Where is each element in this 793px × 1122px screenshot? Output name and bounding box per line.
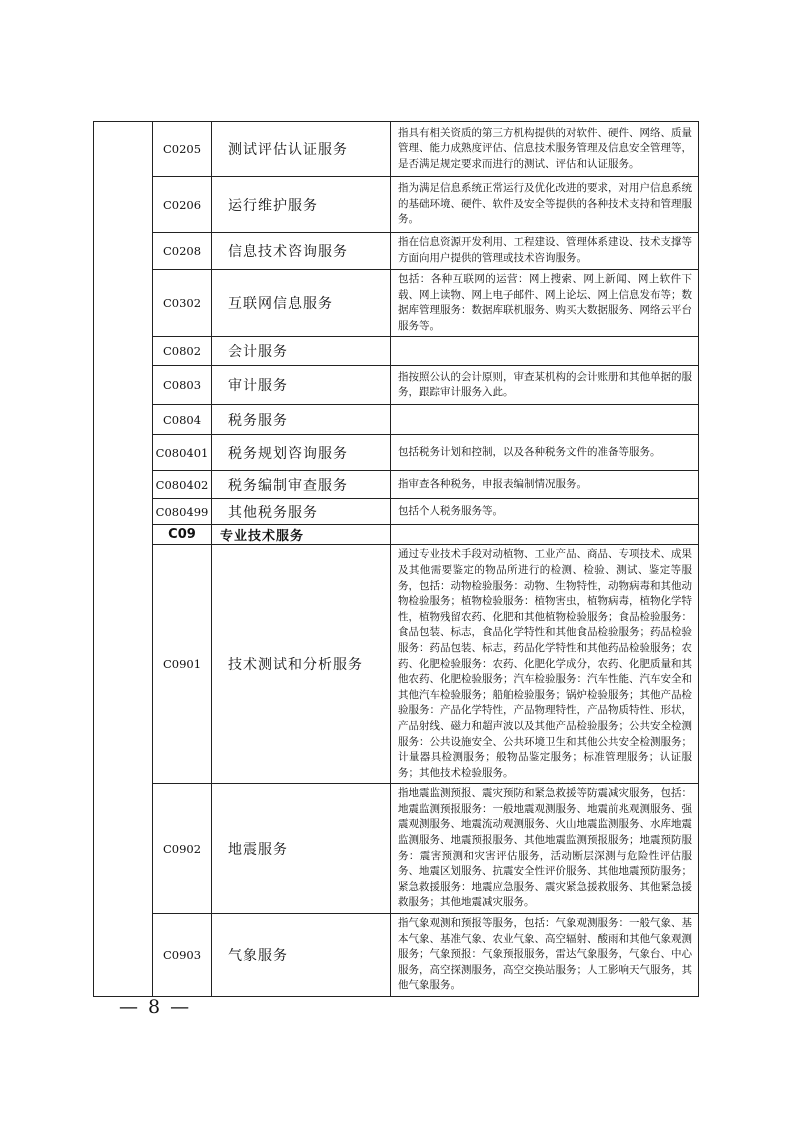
item-description: 包括：各种互联网的运营：网上搜索、网上新闻、网上软件下载、网上读物、网上电子邮件、网上论坛、网上信息发布等；数据库管理服务：数据库联机服务、购买大数据服务、网络云平台服务等。 <box>391 270 699 337</box>
item-name: 税务规划咨询服务 <box>212 435 391 471</box>
item-name: 技术测试和分析服务 <box>212 545 391 784</box>
table-row <box>94 337 699 366</box>
service-catalog-table <box>93 121 699 997</box>
item-name: 气象服务 <box>212 914 391 997</box>
table-row <box>94 784 699 914</box>
table-row-category <box>94 525 699 545</box>
item-name: 审计服务 <box>212 366 391 405</box>
table-row <box>94 914 699 997</box>
table-row <box>94 471 699 499</box>
item-description: 指具有相关资质的第三方机构提供的对软件、硬件、网络、质量管理、能力成熟度评估、信息技术服务管理及信息安全管理等，是否满足规定要求而进行的测试、评估和认证服务。 <box>391 122 699 177</box>
item-description <box>391 525 699 545</box>
item-code: C0208 <box>153 233 212 270</box>
item-description: 包括个人税务服务等。 <box>391 499 699 525</box>
item-description: 指气象观测和预报等服务，包括：气象观测服务：一般气象、基本气象、基准气象、农业气象、高空辐射、酸雨和其他气象观测服务；气象预报：气象预报服务，雷达气象服务，气象台、中心服务，高空探测服务，高空交换站服务；人工影响天气服务，其他气象服务。 <box>391 914 699 997</box>
item-code: C0803 <box>153 366 212 405</box>
table-row <box>94 122 699 177</box>
item-name: 测试评估认证服务 <box>212 122 391 177</box>
item-code: C0903 <box>153 914 212 997</box>
item-description <box>391 405 699 435</box>
table-row <box>94 405 699 435</box>
category-code: C09 <box>153 525 212 545</box>
table-row <box>94 270 699 337</box>
category-name: 专业技术服务 <box>212 525 391 545</box>
item-code: C0802 <box>153 337 212 366</box>
item-name: 税务编制审查服务 <box>212 471 391 499</box>
item-code: C0804 <box>153 405 212 435</box>
item-code: C0206 <box>153 177 212 233</box>
item-name: 其他税务服务 <box>212 499 391 525</box>
page-number: — 8 — <box>119 996 192 1018</box>
item-name: 税务服务 <box>212 405 391 435</box>
item-name: 会计服务 <box>212 337 391 366</box>
item-name: 地震服务 <box>212 784 391 914</box>
item-code: C0302 <box>153 270 212 337</box>
table-row <box>94 499 699 525</box>
item-name: 运行维护服务 <box>212 177 391 233</box>
item-description <box>391 337 699 366</box>
blank-column-cell <box>94 122 153 997</box>
item-code: C080402 <box>153 471 212 499</box>
item-description: 指按照公认的会计原则，审查某机构的会计账册和其他单据的服务，跟踪审计服务入此。 <box>391 366 699 405</box>
item-description: 指为满足信息系统正常运行及优化改进的要求，对用户信息系统的基础环境、硬件、软件及安全等提供的各种技术支持和管理服务。 <box>391 177 699 233</box>
item-name: 信息技术咨询服务 <box>212 233 391 270</box>
table-row <box>94 366 699 405</box>
item-description: 指地震监测预报、震灾预防和紧急救援等防震减灾服务，包括：地震监测预报服务：一般地震观测服务、地震前兆观测服务、强震观测服务、地震流动观测服务、火山地震监测服务、水库地震监测服务、地震预报服务、其他地震监测预报服务；地震预防服务：震害预测和灾害评估服务，活动断层深测与危险性评估服务、地震区划服务、抗震安全性评价服务、其他地震预防服务；紧急救援服务：地震应急服务、震灾紧急援救服务、其他紧急援救服务；其他地震减灾服务。 <box>391 784 699 914</box>
item-code: C0902 <box>153 784 212 914</box>
item-description: 通过专业技术手段对动植物、工业产品、商品、专项技术、成果及其他需要鉴定的物品所进行的检测、检验、测试、鉴定等服务，包括：动物检验服务：动物、生物特性，动物病毒和其他动物检验服务；植物检验服务：植物害虫，植物病毒，植物化学特性，植物残留农药、化肥和其他植物检验服务；食品检验服务：食品包装、标志，食品化学特性和其他食品检验服务；药品检验服务：药品包装、标志，药品化学特性和其他药品检验服务；农药、化肥检验服务：农药、化肥化学成分，农药、化肥质量和其他农药、化肥检验服务；汽车检验服务：汽车性能、汽车安全和其他汽车检验服务；船舶检验服务；锅炉检验服务；其他产品检验服务：产品化学特性，产品物理特性，产品物质特性、形状，产品射线、磁力和超声波以及其他产品检验服务；公共安全检测服务：公共设施安全、公共环境卫生和其他公共安全检测服务；计量器具检测服务；般物品鉴定服务；标准管理服务；认证服务；其他技术检验服务。 <box>391 545 699 784</box>
item-description: 包括税务计划和控制，以及各种税务文件的准备等服务。 <box>391 435 699 471</box>
table-row <box>94 177 699 233</box>
table-row <box>94 545 699 784</box>
item-code: C080499 <box>153 499 212 525</box>
item-description: 指在信息资源开发利用、工程建设、管理体系建设、技术支撑等方面向用户提供的管理或技术咨询服务。 <box>391 233 699 270</box>
item-code: C0901 <box>153 545 212 784</box>
item-name: 互联网信息服务 <box>212 270 391 337</box>
item-description: 指审查各种税务，申报表编制情况服务。 <box>391 471 699 499</box>
item-code: C080401 <box>153 435 212 471</box>
table-row <box>94 233 699 270</box>
item-code: C0205 <box>153 122 212 177</box>
table-row <box>94 435 699 471</box>
